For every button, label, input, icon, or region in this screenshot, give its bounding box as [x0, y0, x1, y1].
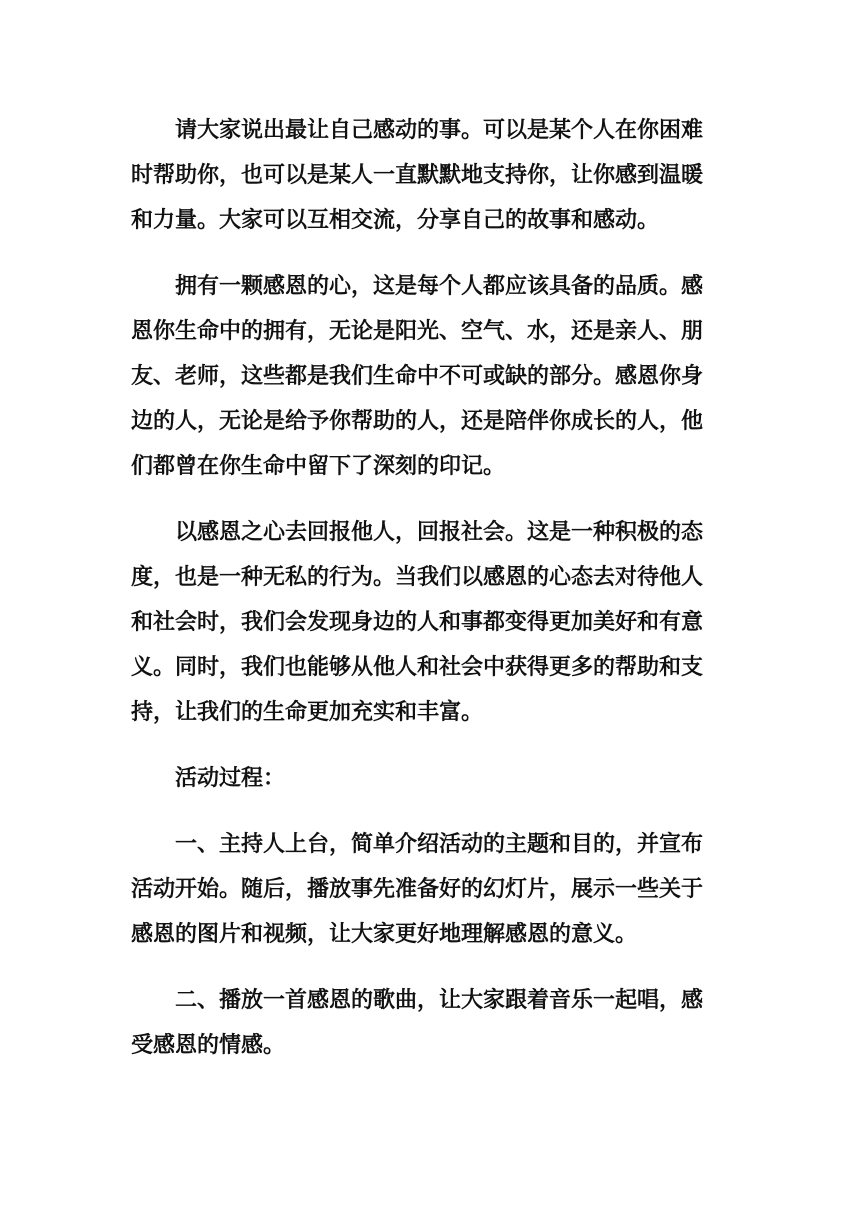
document-page [131, 108, 731, 1089]
text-line: 请大家说出最让自己感动的事。可以是某个人在你困难 [175, 118, 704, 143]
text-line: 拥有一颗感恩的心，这是每个人都应该具备的品质。感 [175, 274, 704, 299]
text-line: 义。同时，我们也能够从他人和社会中获得更多的帮助和支 [131, 655, 704, 680]
text-line: 恩你生命中的拥有，无论是阳光、空气、水，还是亲人、朋 [131, 319, 704, 344]
text-line: 时帮助你，也可以是某人一直默默地支持你，让你感到温暖 [131, 163, 704, 188]
text-line: 以感恩之心去回报他人，回报社会。这是一种积极的态 [175, 520, 704, 545]
text-line: 度，也是一种无私的行为。当我们以感恩的心态去对待他人 [131, 565, 704, 590]
paragraph-step-one [131, 822, 731, 957]
text-line: 活动过程： [175, 766, 286, 791]
text-line: 感恩的图片和视频，让大家更好地理解感恩的意义。 [131, 922, 638, 947]
text-line: 们都曾在你生命中留下了深刻的印记。 [131, 454, 506, 479]
paragraph-step-two [131, 978, 731, 1068]
paragraph-grateful-heart [131, 264, 731, 489]
text-line: 持，让我们的生命更加充实和丰富。 [131, 700, 484, 725]
text-line: 和社会时，我们会发现身边的人和事都变得更加美好和有意 [131, 610, 704, 635]
paragraph-share-moving-story [131, 108, 731, 243]
section-heading-activity-process [131, 756, 731, 801]
text-line: 活动开始。随后，播放事先准备好的幻灯片，展示一些关于 [131, 877, 704, 902]
text-line: 二、播放一首感恩的歌曲，让大家跟着音乐一起唱，感 [175, 988, 704, 1013]
text-line: 一、主持人上台，简单介绍活动的主题和目的，并宣布 [175, 832, 704, 857]
paragraph-repay-society [131, 510, 731, 735]
text-line: 受感恩的情感。 [131, 1033, 286, 1058]
text-line: 和力量。大家可以互相交流，分享自己的故事和感动。 [131, 208, 660, 233]
text-line: 边的人，无论是给予你帮助的人，还是陪伴你成长的人，他 [131, 409, 704, 434]
text-line: 友、老师，这些都是我们生命中不可或缺的部分。感恩你身 [131, 364, 704, 389]
